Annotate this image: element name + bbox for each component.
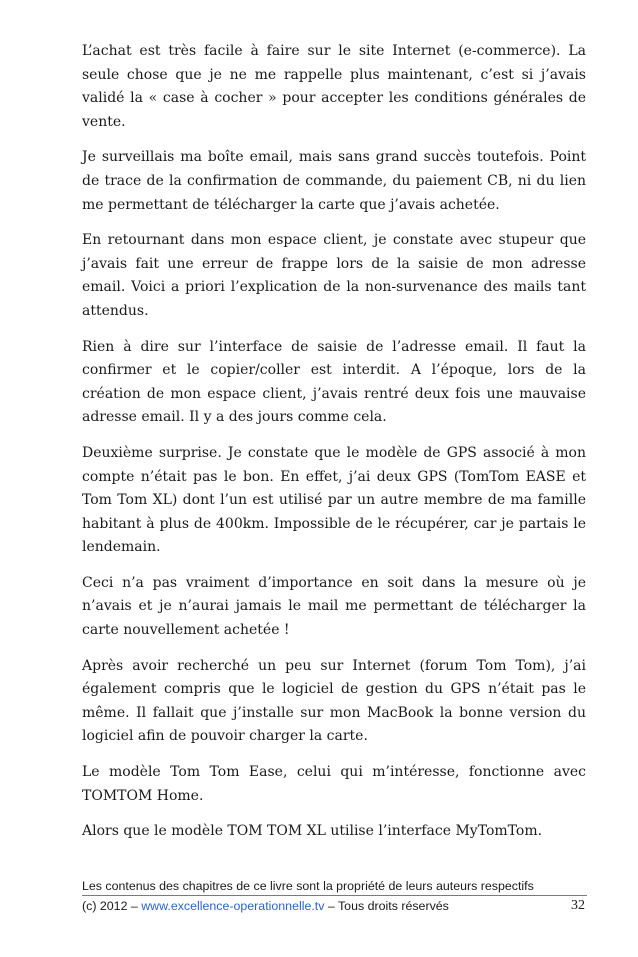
copyright-suffix: – Tous droits réservés <box>324 899 449 913</box>
paragraph-2: Je surveillais ma boîte email, mais sans grand succès toutefois. Point de trace de la confirmation de commande, du paiement CB, ni du lien me permettant de télécharger la carte que j’avais achetée. <box>82 149 586 213</box>
website-link[interactable]: www.excellence-operationnelle.tv <box>141 899 325 913</box>
copyright-prefix: (c) 2012 – <box>82 899 142 913</box>
paragraph-4: Rien à dire sur l’interface de saisie de l’adresse email. Il faut la confirmer et le copier/coller est interdit. A l’époque, lors de la création de mon espace client, j’avais rentré deux fois une mauvaise adresse email. Il y a des jours comme cela. <box>82 338 586 426</box>
footer-divider <box>82 895 587 896</box>
page-footer <box>82 878 587 915</box>
paragraph-5: Deuxième surprise. Je constate que le modèle de GPS associé à mon compte n’était pas le bon. En effet, j’ai deux GPS (TomTom EASE et Tom Tom XL) dont l’un est utilisé par un autre membre de ma famille habitant à plus de 400km. Impossible de le récupérer, car je partais le lendemain. <box>82 444 586 556</box>
paragraph-7: Après avoir recherché un peu sur Internet (forum Tom Tom), j’ai également compris que le logiciel de gestion du GPS n’était pas le même. Il fallait que j’installe sur mon MacBook la bonne version du logiciel afin de pouvoir charger la carte. <box>82 657 586 745</box>
paragraph-6: Ceci n’a pas vraiment d’importance en soit dans la mesure où je n’avais et je n’aurai jamais le mail me permettant de télécharger la carte nouvellement achetée ! <box>82 574 586 639</box>
footer-copyright-line <box>82 897 587 915</box>
paragraph-1: L’achat est très facile à faire sur le site Internet (e-commerce). La seule chose que je ne me rappelle plus maintenant, c’est si j’avais validé la « case à cocher » pour accepter les conditions générales de vente. <box>82 43 586 130</box>
page-body <box>82 40 586 856</box>
footer-rights-notice: Les contenus des chapitres de ce livre sont la propriété de leurs auteurs respectifs <box>82 879 534 893</box>
page-number: 32 <box>571 898 585 913</box>
paragraph-8: Le modèle Tom Tom Ease, celui qui m’intéresse, fonctionne avec TOMTOM Home. <box>82 764 586 804</box>
paragraph-9: Alors que le modèle TOM TOM XL utilise l’interface MyTomTom. <box>82 823 543 840</box>
paragraph-3: En retournant dans mon espace client, je constate avec stupeur que j’avais fait une erreur de frappe lors de la saisie de mon adresse email. Voici a priori l’explication de la non-survenance des mails tant attendus. <box>82 232 586 319</box>
